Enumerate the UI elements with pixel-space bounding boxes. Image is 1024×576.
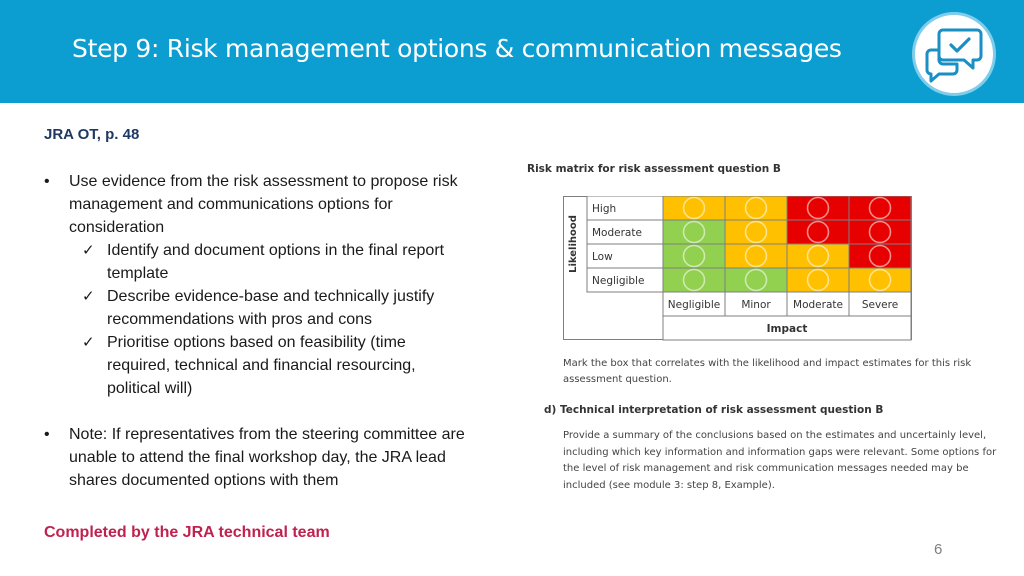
sub-item-line: Identify and document options in the final report [107, 242, 445, 259]
sub-item [44, 285, 524, 331]
sub-item-line: political will) [107, 380, 193, 397]
matrix-cell [787, 220, 849, 244]
matrix-cell [663, 268, 725, 292]
sub-item-line: required, technical and financial resourcing, [107, 357, 416, 374]
impact-label: Severe [861, 299, 899, 311]
matrix-cell [787, 196, 849, 220]
sub-item [44, 331, 524, 400]
matrix-cell [725, 244, 787, 268]
matrix-title: Risk matrix for risk assessment question B [527, 163, 781, 175]
bullet-line: unable to attend the final workshop day, the JRA lead [69, 449, 446, 466]
bullet-dot: • [44, 426, 50, 443]
bullet-line: shares documented options with them [69, 472, 339, 489]
risk-matrix [563, 196, 927, 342]
bullet-line: Note: If representatives from the steering committee are [69, 426, 465, 443]
likelihood-label: High [592, 203, 617, 215]
bullet-line: management and communications options for [69, 196, 393, 213]
sub-item-line: template [107, 265, 169, 282]
matrix-cell [663, 244, 725, 268]
bullet-dot: • [44, 173, 50, 190]
bullet-item [44, 423, 524, 492]
impact-label: Moderate [793, 299, 843, 311]
impact-label: Negligible [667, 299, 721, 311]
bullet-item [44, 170, 524, 239]
bullet-line: consideration [69, 219, 165, 236]
matrix-cell [725, 220, 787, 244]
reference-label: JRA OT, p. 48 [44, 126, 140, 143]
matrix-cell [663, 220, 725, 244]
sub-item-line: Describe evidence-base and technically justify [107, 288, 435, 305]
checkmark-icon: ✓ [82, 287, 95, 305]
matrix-cell [849, 220, 911, 244]
spacer [44, 400, 524, 423]
checkmark-icon: ✓ [82, 333, 95, 351]
likelihood-label: Low [592, 251, 613, 263]
likelihood-label: Negligible [592, 275, 645, 287]
likelihood-label: Moderate [592, 227, 642, 239]
impact-axis-label: Impact [766, 323, 808, 335]
checkmark-icon: ✓ [82, 241, 95, 259]
matrix-cell [849, 268, 911, 292]
footer-note: Completed by the JRA technical team [44, 524, 330, 541]
sub-item [44, 239, 524, 285]
section-d-text: Provide a summary of the conclusions based on the estimates and uncertainly level, including which key information and information gaps were relevant. Some options for the level of risk management and risk communication messages needed may be included (see module 3: step 8, Example). [563, 430, 997, 491]
slide-title: Step 9: Risk management options & communication messages [72, 34, 842, 63]
matrix-cell [849, 196, 911, 220]
bullet-line: Use evidence from the risk assessment to propose risk [69, 173, 458, 190]
matrix-cell [725, 196, 787, 220]
bullet-list [44, 170, 524, 492]
title-bar [0, 0, 1024, 103]
matrix-cell [725, 268, 787, 292]
impact-label: Minor [741, 299, 771, 311]
sub-item-line: Prioritise options based on feasibility (time [107, 334, 406, 351]
matrix-cell [663, 196, 725, 220]
matrix-cell [849, 244, 911, 268]
mark-note: Mark the box that correlates with the likelihood and impact estimates for this risk assessment question. [563, 358, 972, 385]
matrix-cell [787, 268, 849, 292]
section-d-title: d) Technical interpretation of risk assessment question B [544, 404, 884, 416]
chat-check-icon [912, 12, 996, 96]
likelihood-axis-label: Likelihood [568, 215, 579, 273]
matrix-cell [787, 244, 849, 268]
page-number: 6 [934, 541, 943, 558]
sub-item-line: recommendations with pros and cons [107, 311, 373, 328]
